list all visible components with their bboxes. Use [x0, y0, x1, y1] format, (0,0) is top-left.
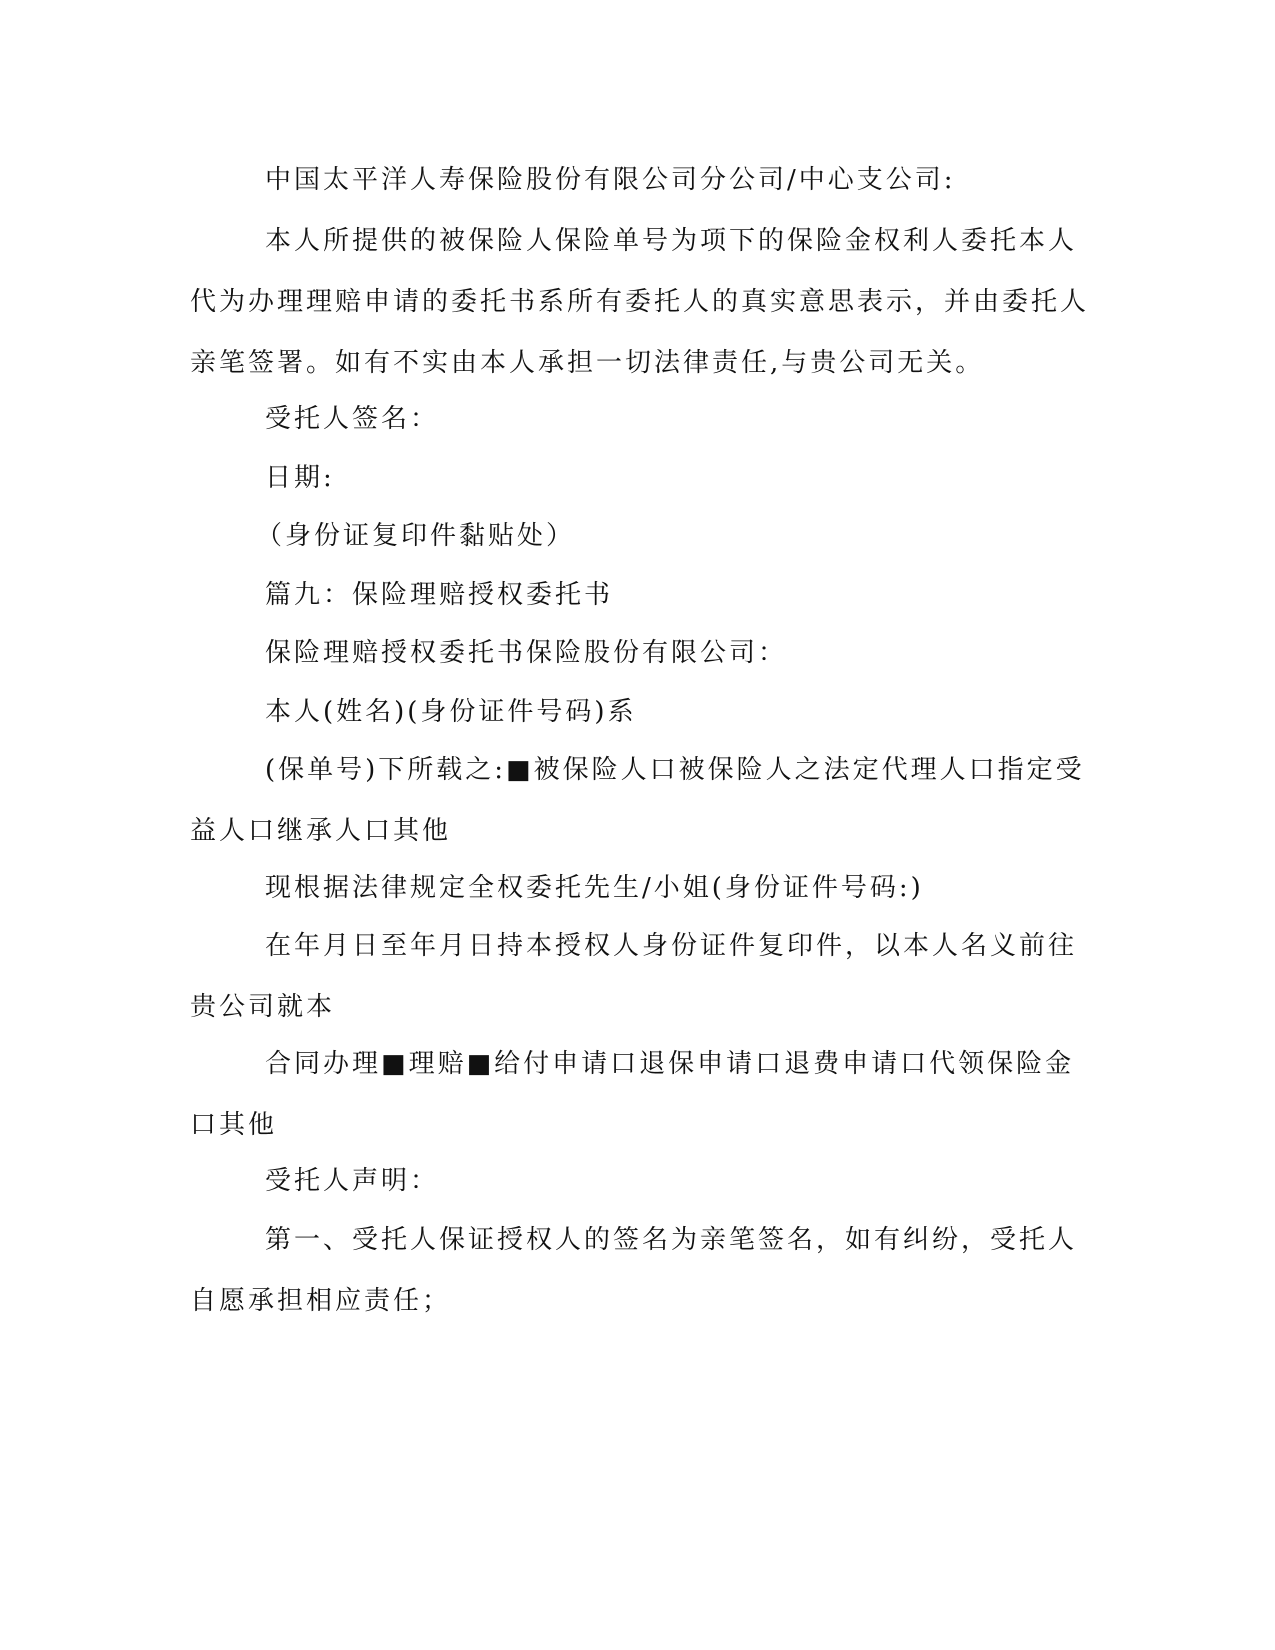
letter-title-line: 保险理赔授权委托书保险股份有限公司： — [265, 638, 788, 668]
authorization-line: 现根据法律规定全权委托先生/小姐(身份证件号码:) — [265, 873, 924, 903]
authorization-period-paragraph: 在年月日至年月日持本授权人身份证件复印件，以本人名义前往贵公司就本 — [190, 931, 1078, 1022]
policy-role-paragraph: (保单号)下所载之:■被保险人口被保险人之法定代理人口指定受益人口继承人口其他 — [190, 755, 1085, 846]
date-line: 日期: — [265, 463, 335, 493]
trustee-signature-line: 受托人签名： — [265, 404, 440, 434]
id-copy-paste-note: （身份证复印件黏贴处） — [256, 521, 576, 551]
contract-matters-paragraph: 合同办理■理赔■给付申请口退保申请口退费申请口代领保险金口其他 — [190, 1049, 1075, 1140]
trustee-statement-heading: 受托人声明： — [265, 1166, 440, 1196]
principal-identity-line: 本人(姓名)(身份证件号码)系 — [265, 697, 637, 727]
addressee-line: 中国太平洋人寿保险股份有限公司分公司/中心支公司: — [265, 165, 956, 195]
statement-item-1: 第一、受托人保证授权人的签名为亲笔签名，如有纠纷，受托人自愿承担相应责任； — [190, 1225, 1078, 1316]
declaration-paragraph: 本人所提供的被保险人保险单号为项下的保险金权利人委托本人代为办理理赔申请的委托书系所有委托人的真实意思表示，并由委托人亲笔签署。如有不实由本人承担一切法律责任,与贵公司无关。 — [190, 226, 1090, 378]
section-heading: 篇九：保险理赔授权委托书 — [265, 580, 614, 610]
